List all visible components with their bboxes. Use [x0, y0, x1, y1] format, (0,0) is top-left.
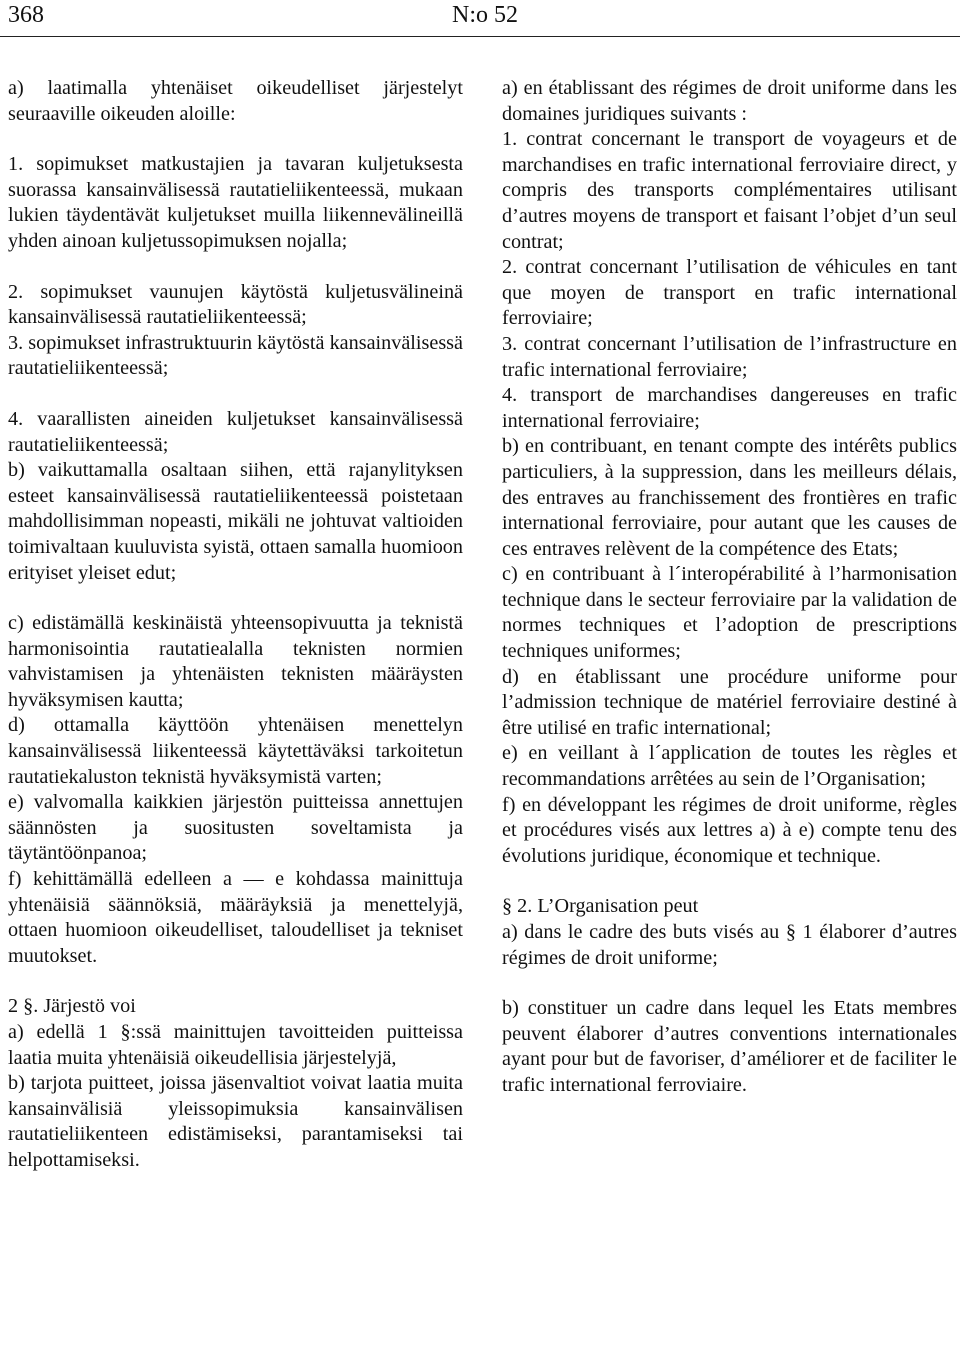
paragraph: c) edistämällä keskinäistä yhteensopivuutta ja teknistä harmonisointia rautatiealalla teknisten normien vahvistamisen ja yhtenäisten teknisten määräysten hyväksymisen kautta; — [8, 612, 463, 711]
finnish-column — [8, 76, 463, 1174]
paragraph: b) constituer un cadre dans lequel les Etats membres peuvent élaborer d’autres conventions internationales ayant pour but de favoriser, d’améliorer et de faciliter le trafic international ferroviaire. — [502, 997, 957, 1096]
paragraph: f) kehittämällä edelleen a — e kohdassa mainittuja yhtenäisiä säännöksiä, määräyksiä ja menettelyjä, ottaen huomioon oikeudelliset, taloudelliset ja tekniset muutokset. — [8, 868, 463, 967]
paragraph: 3. sopimukset infrastruktuurin käytöstä kansainvälisessä rautatieliikenteessä; — [8, 331, 463, 380]
paragraph: 2 §. Järjestö voi — [8, 995, 136, 1018]
french-column — [502, 76, 957, 1099]
paragraph: a) edellä 1 §:ssä mainittujen tavoitteiden puitteissa laatia muita yhtenäisiä oikeudellisia järjestelyjä, — [8, 1021, 463, 1069]
page-header — [0, 0, 960, 40]
issue-number: N:o 52 — [452, 2, 518, 28]
paragraph: f) en développant les régimes de droit uniforme, règles et procédures visés aux lettres a) à e) compte tenu des évolutions juridique, économique et technique. — [502, 793, 957, 867]
header-rule — [0, 36, 960, 37]
page-number: 368 — [8, 2, 44, 28]
paragraph: d) en établissant une procédure uniforme pour l’admission technique de matériel ferroviaire destiné à être utilisé en trafic international; — [502, 665, 957, 739]
paragraph: c) en contribuant à l´interopérabilité à l’harmonisation technique dans le secteur ferroviaire par la validation de normes techniques et l’adoption de prescriptions techniques uniformes; — [502, 563, 957, 663]
paragraph: 4. transport de marchandises dangereuses en trafic international ferroviaire; — [502, 384, 957, 432]
paragraph: e) valvomalla kaikkien järjestön puitteissa annettujen säännösten ja suositusten soveltamista ja täytäntöönpanoa; — [8, 791, 463, 865]
paragraph: 4. vaarallisten aineiden kuljetukset kansainvälisessä rautatieliikenteessä; — [8, 407, 463, 456]
paragraph: a) laatimalla yhtenäiset oikeudelliset järjestelyt seuraaville oikeuden aloille: — [8, 77, 463, 125]
paragraph: a) dans le cadre des buts visés au § 1 élaborer d’autres régimes de droit uniforme; — [502, 921, 957, 969]
paragraph: e) en veillant à l´application de toutes les règles et recommandations arrêtées au sein de l’Organisation; — [502, 742, 957, 791]
paragraph: 3. contrat concernant l’utilisation de l’infrastructure en trafic international ferroviaire; — [502, 332, 957, 381]
paragraph: § 2. L’Organisation peut — [502, 895, 699, 918]
paragraph: 2. contrat concernant l’utilisation de véhicules en tant que moyen de transport en trafic international ferroviaire; — [502, 256, 957, 330]
paragraph: b) en contribuant, en tenant compte des intérêts publics particuliers, à la suppression, dans les meilleurs délais, des entraves au franchissement des frontières en trafic international ferroviaire, pour autant que les causes de ces entraves relèvent de la compétence des Etats; — [502, 435, 957, 560]
paragraph: 1. contrat concernant le transport de voyageurs et de marchandises en trafic international ferroviaire direct, y compris des transports complémentaires utilisant d’autres moyens de transport et faisant l’objet d’un seul contrat; — [502, 128, 957, 253]
paragraph: 2. sopimukset vaunujen käytöstä kuljetusvälineinä kansainvälisessä rautatieliikenteessä; — [8, 280, 463, 329]
paragraph: b) tarjota puitteet, joissa jäsenvaltiot voivat laatia muita kansainvälisiä yleissopimuksia kansainvälisen rautatieliikenteen edistämiseksi, parantamiseksi tai helpottamiseksi. — [8, 1072, 463, 1171]
paragraph: a) en établissant des régimes de droit uniforme dans les domaines juridiques suivants : — [502, 77, 957, 125]
paragraph: 1. sopimukset matkustajien ja tavaran kuljetuksesta suorassa kansainvälisessä rautatieliikenteessä, mukaan lukien täydentävät kuljetukset muilla liikennevälineillä yhden ainoan kuljetussopimuksen nojalla; — [8, 153, 463, 252]
paragraph: d) ottamalla käyttöön yhtenäisen menettelyn kansainvälisessä liikenteessä käytettäväksi tarkoitetun rautatiekaluston teknistä hyväksymistä varten; — [8, 714, 463, 788]
paragraph: b) vaikuttamalla osaltaan siihen, että rajanylityksen esteet kansainvälisessä rautatieliikenteessä poistetaan mahdollisimman nopeasti, mikäli ne johtuvat valtioiden toimivaltaan kuuluvista syistä, ottaen samalla huomioon erityiset yleiset edut; — [8, 459, 463, 584]
